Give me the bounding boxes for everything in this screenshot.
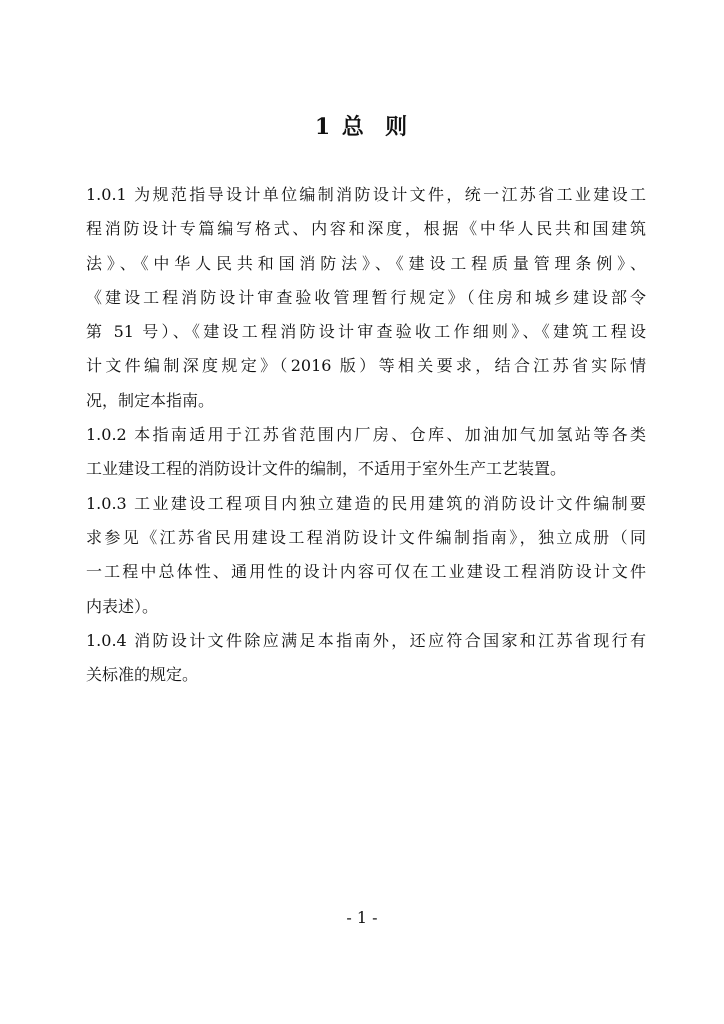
chapter-title: 1 总 则 bbox=[314, 114, 410, 140]
paragraph-line: 程消防设计专篇编写格式、内容和深度，根据《中华人民共和国建筑 bbox=[86, 219, 646, 239]
body-text bbox=[86, 178, 646, 692]
paragraph-line: 工业建设工程的消防设计文件的编制，不适用于室外生产工艺装置。 bbox=[86, 459, 567, 479]
page-number: - 1 - bbox=[346, 908, 378, 927]
paragraph-line: 关标准的规定。 bbox=[86, 665, 199, 685]
paragraph-1-0-1 bbox=[86, 178, 646, 418]
paragraph-line: 内表述）。 bbox=[86, 596, 159, 616]
paragraph-line: 计文件编制深度规定》（2016 版）等相关要求，结合江苏省实际情 bbox=[86, 356, 646, 376]
paragraph-line: 求参见《江苏省民用建设工程消防设计文件编制指南》，独立成册（同 bbox=[86, 527, 646, 547]
paragraph-line: 1.0.1 为规范指导设计单位编制消防设计文件，统一江苏省工业建设工 bbox=[86, 185, 646, 204]
paragraph-1-0-3 bbox=[86, 487, 646, 624]
paragraph-line: 第 51 号）、《建设工程消防设计审查验收工作细则》、《建筑工程设 bbox=[86, 322, 646, 342]
paragraph-line: 《建设工程消防设计审查验收管理暂行规定》（住房和城乡建设部令 bbox=[86, 287, 646, 307]
paragraph-line: 况，制定本指南。 bbox=[86, 390, 215, 410]
paragraph-line: 一工程中总体性、通用性的设计内容可仅在工业建设工程消防设计文件 bbox=[86, 562, 646, 582]
paragraph-line: 1.0.2 本指南适用于江苏省范围内厂房、仓库、加油加气加氢站等各类 bbox=[86, 425, 646, 445]
paragraph-line: 1.0.4 消防设计文件除应满足本指南外，还应符合国家和江苏省现行有 bbox=[86, 630, 646, 650]
paragraph-line: 法》、《中华人民共和国消防法》、《建设工程质量管理条例》、 bbox=[86, 253, 646, 273]
paragraph-1-0-2 bbox=[86, 418, 646, 487]
paragraph-1-0-4 bbox=[86, 624, 646, 693]
paragraph-line: 1.0.3 工业建设工程项目内独立建造的民用建筑的消防设计文件编制要 bbox=[86, 493, 646, 513]
